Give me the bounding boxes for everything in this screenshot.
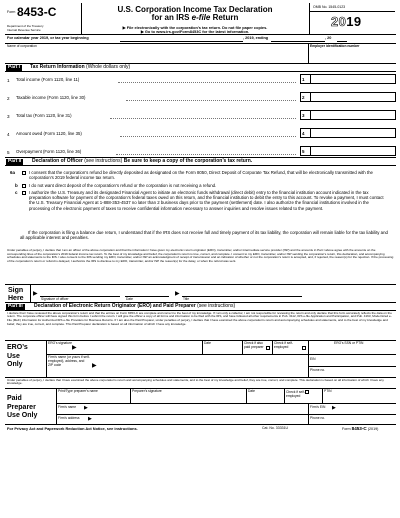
ero-also-preparer-checkbox[interactable] <box>266 346 270 350</box>
ero-date-label: Date <box>204 341 211 345</box>
ero-firm-arrow-icon: ▶ <box>92 363 97 369</box>
part3-label: Part III <box>8 303 23 309</box>
corporation-name-label: Name of corporation <box>7 43 37 48</box>
officer-title-label: Title <box>183 296 190 301</box>
sign-here: Sign Here <box>8 287 24 303</box>
officer-perjury-statement: Under penalties of perjury, I declare that I am an officer of the above corporation and that the information I have given my electronic return originator (ERO), transmitter, and/or intermediate service provider (ISP) and the amounts in Part I above agree with the amounts on the corresponding lines of the corporation’s 2019 federal income tax return. To the best of my knowledge and belief, the corporation’s return is true, correct, and complete. I consent to my ERO, transmitter, and/or ISP sending the corporation’s return, this declaration, and accompanying schedules and statements to the IRS. I also consent to the IRS sending my ERO, transmitter, and/or ISP an acknowledgment of receipt of transmission and an indication of whether or not the corporation’s return is accepted, and, if rejected, the reason(s) for the rejection. If the processing of the corporation’s return or refund is delayed, I authorize the IRS to disclose to my ERO, transmitter, and/or ISP the reason(s) for the delay, or when the refund was sent. <box>7 248 394 264</box>
tax-year-mid: , 2019, ending <box>243 36 269 40</box>
department: Department of the Treasury <box>7 24 44 28</box>
item-6a-label: 6a <box>10 170 16 175</box>
preparer-perjury-statement: Under penalties of perjury, I declare that I have examined the above corporation’s return and accompanying schedules and statements, and to the best of my knowledge and belief, they are true, correct, and complete. This declaration is based on all information of which I have any knowledge. <box>7 377 384 386</box>
preparer-self-employed-checkbox[interactable] <box>305 390 309 394</box>
tax-year-end: , 20 <box>325 36 332 40</box>
ero-declaration: I declare that I have reviewed the above corporation’s return and that the entries on Form 8453-C are complete and correct to the best of my knowledge. If I am only a collector, I am not responsible for reviewing the return and only declare that this form accurately reflects the data on the return. The corporate officer will have signed this form before I submit the return. I will give the officer a copy of all forms and information to be filed with the IRS, and have followed all other requirements in Pub. 3112, IRS e-file Application and Participation, and Pub. 4163, Modernized e-File (MeF) Information for Authorized IRS e-file Providers for Business Returns. If I am also the Paid Preparer, under penalties of perjury, I declare that I have examined the above corporation’s return and accompanying schedules and statements, and to the best of my knowledge and belief, they are true, correct, and complete. This Paid Preparer declaration is based on all information of which I have any knowledge. <box>7 310 392 326</box>
ero-firm-name-label: Firm’s name (or yours if self-employed), address, and ZIP code <box>48 355 90 367</box>
filing-instructions: ▶ File electronically with the corporation’s tax return. Do not file paper copies. ▶ Go to www.irs.gov/Form8453C for the latest information. <box>122 25 268 35</box>
firms-address-label: Firm’s address <box>58 416 80 420</box>
preparer-name-input[interactable] <box>58 394 128 402</box>
line-2-input[interactable] <box>311 92 395 102</box>
firms-ein-label: Firm’s EIN <box>310 405 326 409</box>
firms-name-input[interactable] <box>90 404 306 413</box>
form-title: U.S. Corporation Income Tax Declaration for an IRS e-file Return <box>117 5 273 23</box>
firms-name-arrow-icon: ▶ <box>84 405 88 411</box>
item-6b-label: b <box>15 183 18 188</box>
preparer-date-input[interactable] <box>248 394 282 402</box>
ero-signature-label: ERO’s signature <box>48 341 72 345</box>
firms-phone-input[interactable] <box>328 415 394 424</box>
irs: Internal Revenue Service <box>7 28 41 32</box>
privacy-notice: For Privacy Act and Paperwork Reduction Act Notice, see instructions. <box>7 426 138 431</box>
ero-ssn-ptin-label: ERO’s SSN or PTIN <box>334 341 364 345</box>
preparer-self-employed-label: Check if self-employed <box>286 390 306 398</box>
item-6b-checkbox[interactable] <box>22 184 26 188</box>
preparer-ptin-label: PTIN <box>324 388 332 393</box>
ero-signature-input[interactable] <box>80 341 200 353</box>
line-3-input[interactable] <box>311 110 395 120</box>
part1-label: Part I <box>8 64 20 70</box>
catalog-number: Cat. No. 33331U <box>262 426 289 430</box>
line-4-input[interactable] <box>311 128 395 138</box>
part3-title: Declaration of Electronic Return Originator (ERO) and Paid Preparer (see instructions) <box>34 302 236 309</box>
preparer-signature-label: Preparer’s signature <box>132 388 162 393</box>
title-arrow-icon: ▶ <box>175 291 180 297</box>
form-footer-ref: Form 8453-C (2019) <box>342 425 379 431</box>
paid-preparer-use-only: Paid Preparer Use Only <box>7 395 38 420</box>
ero-use-only: ERO’s Use Only <box>7 344 28 369</box>
ein-label: Employer identification number <box>310 43 360 48</box>
preparer-ptin-input[interactable] <box>324 394 394 402</box>
ero-phone-label: Phone no. <box>310 368 326 372</box>
firms-ein-arrow-icon: ▶ <box>332 405 336 411</box>
form-page: Form 8453-C Department of the Treasury Internal Revenue Service U.S. Corporation Income Tax Declaration for an IRS e-file Return ▶ File electronically with the corporation’s tax return. Do not file paper copies. ▶ Go to www.irs.gov/Form8453C for the latest information. OMB No. 1545-0123 2019 For calendar year 2019, or tax year beginning , 2019, ending , 20 Name of corporation Employer identification number Part I Tax Return Information (Whole dollars only) 1 Total income (Form 1120, line 11) 1 2 Taxable income (Form 1120, line 30) 2 3 Total tax (Form 1120, line 31) 3 4 Amount owed (Form 1120, line 35) 4 5 Overpayment (Form 1120, line 36) 5 Part II Declaration of Officer (see instructions) Be sure to keep a copy of the corporation’s tax return. 6a I consent that the corporation’s refund be directly deposited as designated on the Form 8050, Direct Deposit of Corporate Tax Refund, that will be electronically transmitted with the corporation’s 2019 federal income tax return. b I do not want direct deposit of the corporation’s refund or the corporation is not receiving a refund. c I authorize the U.S. Treasury and its designated Financial Agent to initiate an electronic funds withdrawal (direct debit) entry to the financial institution account indicated in the tax preparation software for payment of the corporation’s federal taxes owed on this return, and the financial institution to debit the entry to this account. To revoke a payment, I must contact the U.S. Treasury Financial Agent at 1-888-353-4537 no later than 2 business days prior to the payment (settlement) date. I also authorize the financial institutions involved in the processing of the electronic payment of taxes to receive confidential information necessary to answer inquiries and resolve issues related to the payment. If the corporation is filing a balance due return, I understand that if the IRS does not receive full and timely payment of its tax liability, the corporation will remain liable for the tax liability and all applicable interest and penalties. Under penalties of perjury, I declare that I am an officer of the above corporation and that the information I have given my electronic return originator (ERO), transmitter, and/or intermediate service provider (ISP) and the amounts in Part I above agree with the amounts on the corresponding lines of the corporation’s 2019 federal income tax return. To the best of my knowledge and belief, the corporation’s return is true, correct, and complete. I consent to my ERO, transmitter, and/or ISP sending the corporation’s return, this declaration, and accompanying schedules and statements to the IRS. I also consent to the IRS sending my ERO, transmitter, and/or ISP an acknowledgment of receipt of transmission and an indication of whether or not the corporation’s return is accepted, and, if rejected, the reason(s) for the rejection. If the processing of the corporation’s return or refund is delayed, I authorize the IRS to disclose to my ERO, transmitter, and/or ISP the reason(s) for the delay, or when the refund was sent. Sign Here ▶ Signature of officer Date ▶ Title Part III Declaration of Electronic Return Originator (ERO) and Paid Preparer (see instructions) I declare that I have reviewed the above corporation’s return and that the entries on Form 8453-C are complete and correct to the best of my knowledge. If I am only a collector, I am not responsible for reviewing the return and only declare that this form accurately reflects the data on the return. The corporate officer will have signed this form before I submit the return. I will give the officer a copy of all forms and information to be filed with the IRS, and have followed all other requirements in Pub. 3112, IRS e-file Application and Participation, and Pub. 4163, Modernized e-File (MeF) Information for Authorized IRS e-file Providers for Business Returns. If I am also the Paid Preparer, under penalties of perjury, I declare that I have examined the above corporation’s return and accompanying schedules and statements, and to the best of my knowledge and belief, they are true, correct, and complete. This Paid Preparer declaration is based on all information of which I have any knowledge. ERO’s Use Only ERO’s signature ▶ Date Check if also paid preparer Check if self-employed ERO’s SSN or PTIN Firm’s name (or yours if self-employed), address, and ZIP code ▶ EIN Phone no. Under penalties of perjury, I declare that I have examined the above corporation’s return and accompanying schedules and statements, and to the best of my knowledge and belief, they are true, correct, and complete. This declaration is based on all information of which I have any knowledge. Paid Preparer Use Only Print/Type preparer’s name Preparer’s signature Date Check if self-employed PTIN Firm’s name ▶ Firm’s EIN ▶ Firm’s address ▶ Phone no. For Privacy Act and Paperwork Reduction Act Notice, see instructions. Cat. No. 33331U Form 8453-C (2019) <box>0 0 400 518</box>
firms-phone-label: Phone no. <box>310 416 326 420</box>
part1-title: Tax Return Information (Whole dollars only) <box>30 63 131 70</box>
ero-ein-input[interactable] <box>320 356 394 365</box>
part2-title: Declaration of Officer (see instructions) Be sure to keep a copy of the corporation’s tax return. <box>32 157 253 164</box>
firms-ein-input[interactable] <box>338 404 394 413</box>
ero-ein-label: EIN <box>310 357 316 361</box>
form-prefix: Form <box>7 10 16 14</box>
officer-title-input[interactable] <box>182 286 302 296</box>
balance-due-statement: If the corporation is filing a balance due return, I understand that if the IRS does not receive full and timely payment of its tax liability, the corporation will remain liable for the tax liability and all applicable interest and penalties. <box>20 230 388 241</box>
ero-phone-input[interactable] <box>328 367 394 376</box>
corporation-name-input[interactable] <box>7 49 306 61</box>
tax-year: 2019 <box>331 14 362 29</box>
preparer-signature-input[interactable] <box>132 394 244 402</box>
ero-also-preparer-label: Check if also paid preparer <box>244 341 264 349</box>
item-6a-checkbox[interactable] <box>22 171 26 175</box>
preparer-name-label: Print/Type preparer’s name <box>58 388 98 393</box>
firms-address-arrow-icon: ▶ <box>88 416 92 422</box>
ero-sig-arrow-icon: ▶ <box>72 345 77 351</box>
ero-firm-input[interactable] <box>100 355 308 376</box>
officer-signature-input[interactable] <box>40 286 120 296</box>
firms-name-label: Firm’s name <box>58 405 77 409</box>
officer-date-input[interactable] <box>125 286 169 296</box>
item-6b-text: I do not want direct deposit of the corporation’s refund or the corporation is not receiving a refund. <box>29 182 217 188</box>
tax-year-line: For calendar year 2019, or tax year beginning <box>7 36 89 40</box>
line-5-input[interactable] <box>311 146 395 156</box>
officer-signature-label: Signature of officer <box>41 296 69 301</box>
ero-self-employed-checkbox[interactable] <box>302 346 306 350</box>
item-6a-text: I consent that the corporation’s refund be directly deposited as designated on the Form 8050, Direct Deposit of Corporate Tax Refund, that will be electronically transmitted with the corporation’s 2019 federal income tax return. <box>29 169 373 180</box>
line-1-input[interactable] <box>311 74 395 84</box>
preparer-date-label: Date <box>248 388 255 393</box>
form-number: 8453-C <box>17 5 57 19</box>
officer-date-label: Date <box>126 296 133 301</box>
ein-input[interactable] <box>310 49 394 61</box>
ero-self-employed-label: Check if self-employed <box>274 341 294 349</box>
item-6c-text: I authorize the U.S. Treasury and its designated Financial Agent to initiate an electronic funds withdrawal (direct debit) entry to the financial institution account indicated in the tax preparation software for payment of the corporation’s federal taxes owed on this return, and the financial institution to debit the entry to this account. To revoke a payment, I must contact the U.S. Treasury Financial Agent at 1-888-353-4537 no later than 2 business days prior to the payment (settlement) date. I also authorize the financial institutions involved in the processing of the electronic payment of taxes to receive confidential information necessary to answer inquiries and resolve issues related to the payment. <box>29 189 384 211</box>
item-6c-checkbox[interactable] <box>22 191 26 195</box>
part2-label: Part II <box>8 158 22 164</box>
sign-arrow-icon: ▶ <box>33 291 38 297</box>
omb-number: OMB No. 1545-0123 <box>313 5 346 9</box>
item-6c-label: c <box>15 190 18 195</box>
firms-address-input[interactable] <box>94 415 306 424</box>
ero-ssn-ptin-input[interactable] <box>310 347 394 353</box>
